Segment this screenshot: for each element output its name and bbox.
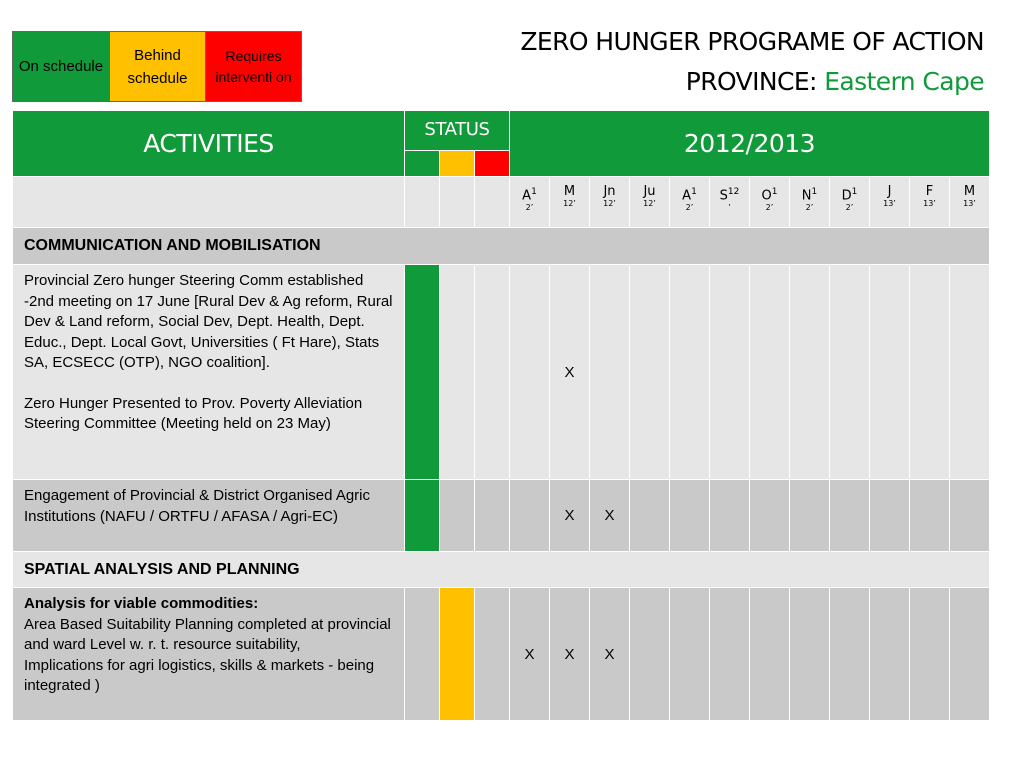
month-header [870, 177, 910, 228]
schedule-mark-cell: X [510, 588, 550, 721]
schedule-mark-cell: X [590, 588, 630, 721]
schedule-mark-cell [510, 265, 550, 480]
schedule-mark-cell [710, 480, 750, 552]
month-label: $N^1$ [801, 187, 818, 204]
table-row [13, 480, 990, 552]
table-row [13, 265, 990, 480]
schedule-mark-cell [950, 588, 990, 721]
status-green-cell [405, 265, 440, 480]
month-header [750, 177, 790, 228]
status-blank-cell [475, 177, 510, 228]
month-label: F [925, 184, 934, 199]
activity-description: Engagement of Provincial & District Organised Agric Institutions (NAFU / ORTFU / AFASA / Agri-EC) [13, 480, 405, 552]
legend-on-schedule: On schedule [13, 32, 110, 101]
status-yellow-cell [440, 265, 475, 480]
schedule-mark-cell [910, 265, 950, 480]
section-communication: COMMUNICATION AND MOBILISATION [13, 228, 990, 265]
month-year: 13’ [883, 199, 896, 208]
schedule-mark-cell: X [550, 588, 590, 721]
year-header: 2012/2013 [510, 111, 990, 177]
month-header [670, 177, 710, 228]
schedule-mark-cell [670, 265, 710, 480]
month-year: 2’ [685, 203, 694, 213]
schedule-mark-cell [750, 265, 790, 480]
status-yellow-cell [440, 588, 475, 721]
section-row [13, 228, 990, 265]
status-green-cell [405, 480, 440, 552]
schedule-mark-cell [590, 265, 630, 480]
status-red-cell [475, 480, 510, 552]
schedule-mark-cell [790, 265, 830, 480]
month-label: J [887, 184, 892, 199]
month-year: 12’ [603, 199, 616, 208]
month-label: $A^1$ [522, 187, 537, 204]
status-red-cell [475, 588, 510, 721]
schedule-mark-cell [830, 265, 870, 480]
status-green-cell [405, 588, 440, 721]
schedule-mark-cell: X [590, 480, 630, 552]
schedule-mark-cell [670, 588, 710, 721]
schedule-mark-cell [870, 480, 910, 552]
schedule-mark-cell [710, 588, 750, 721]
month-label: $O^1$ [761, 187, 778, 204]
month-label: M [563, 184, 576, 199]
legend-behind-schedule: Behind schedule [110, 32, 206, 101]
month-header [950, 177, 990, 228]
schedule-mark-cell [630, 588, 670, 721]
schedule-mark-cell [710, 265, 750, 480]
province-name: Eastern Cape [824, 67, 984, 96]
month-header [910, 177, 950, 228]
month-label: Jn [603, 184, 616, 199]
activities-header: ACTIVITIES [13, 111, 405, 177]
schedule-mark-cell [830, 480, 870, 552]
page-title [520, 22, 984, 102]
month-header [590, 177, 630, 228]
month-year: 13’ [923, 199, 936, 208]
schedule-mark-cell [870, 588, 910, 721]
month-year: 12’ [563, 199, 576, 208]
month-label: Ju [643, 184, 656, 199]
month-year: 12’ [643, 199, 656, 208]
status-red-cell [475, 265, 510, 480]
table-row [13, 588, 990, 721]
month-header [630, 177, 670, 228]
schedule-mark-cell [950, 265, 990, 480]
section-row [13, 552, 990, 588]
month-row [13, 177, 990, 228]
province-label: PROVINCE: [685, 67, 817, 96]
status-blank-cell [405, 177, 440, 228]
month-label: $S^{12}$ [719, 187, 740, 204]
title-line-1: ZERO HUNGER PROGRAME OF ACTION [520, 27, 984, 56]
status-green-swatch [405, 151, 440, 177]
schedule-mark-cell [950, 480, 990, 552]
month-header [710, 177, 750, 228]
schedule-mark-cell: X [550, 265, 590, 480]
month-year: 2’ [765, 203, 774, 213]
month-header [550, 177, 590, 228]
legend-requires-intervention: Requires interventi on [206, 32, 301, 101]
schedule-mark-cell [510, 480, 550, 552]
status-blank-cell [440, 177, 475, 228]
schedule-mark-cell [910, 480, 950, 552]
schedule-mark-cell [830, 588, 870, 721]
status-header: STATUS [405, 111, 510, 151]
schedule-mark-cell [790, 480, 830, 552]
schedule-mark-cell [910, 588, 950, 721]
schedule-mark-cell [750, 588, 790, 721]
title-line-2 [520, 62, 984, 102]
month-year: 2’ [525, 203, 534, 213]
month-year: 13’ [963, 199, 976, 208]
month-label: M [963, 184, 976, 199]
schedule-mark-cell [870, 265, 910, 480]
month-year: ’ [728, 203, 731, 213]
schedule-mark-cell [670, 480, 710, 552]
status-red-swatch [475, 151, 510, 177]
month-header [510, 177, 550, 228]
month-row-blank [13, 177, 405, 228]
schedule-mark-cell [630, 265, 670, 480]
month-year: 2’ [845, 203, 854, 213]
month-year: 2’ [805, 203, 814, 213]
status-yellow-swatch [440, 151, 475, 177]
month-header [790, 177, 830, 228]
activities-table [12, 110, 990, 721]
section-spatial: SPATIAL ANALYSIS AND PLANNING [13, 552, 990, 588]
activity-description: Provincial Zero hunger Steering Comm established -2nd meeting on 17 June [Rural Dev & Ag reform, Rural Dev & Land reform, Social Dev, Dept. Health, Dept. Educ., Dept. Local Govt, Universities ( Ft Hare), Stats SA, ECSECC (OTP), NGO coalition]. Zero Hunger Presented to Prov. Poverty Alleviation Steering Committee (Meeting held on 23 May) [13, 265, 405, 480]
status-yellow-cell [440, 480, 475, 552]
schedule-mark-cell: X [550, 480, 590, 552]
status-legend [12, 31, 302, 102]
schedule-mark-cell [790, 588, 830, 721]
activity-description: Analysis for viable commodities: Area Based Suitability Planning completed at provincial and ward Level w. r. t. resource suitability, Implications for agri logistics, skills & markets - being integrated ) [13, 588, 405, 721]
month-label: $A^1$ [682, 187, 697, 204]
schedule-mark-cell [750, 480, 790, 552]
month-label: $D^1$ [841, 187, 858, 204]
month-header [830, 177, 870, 228]
schedule-mark-cell [630, 480, 670, 552]
